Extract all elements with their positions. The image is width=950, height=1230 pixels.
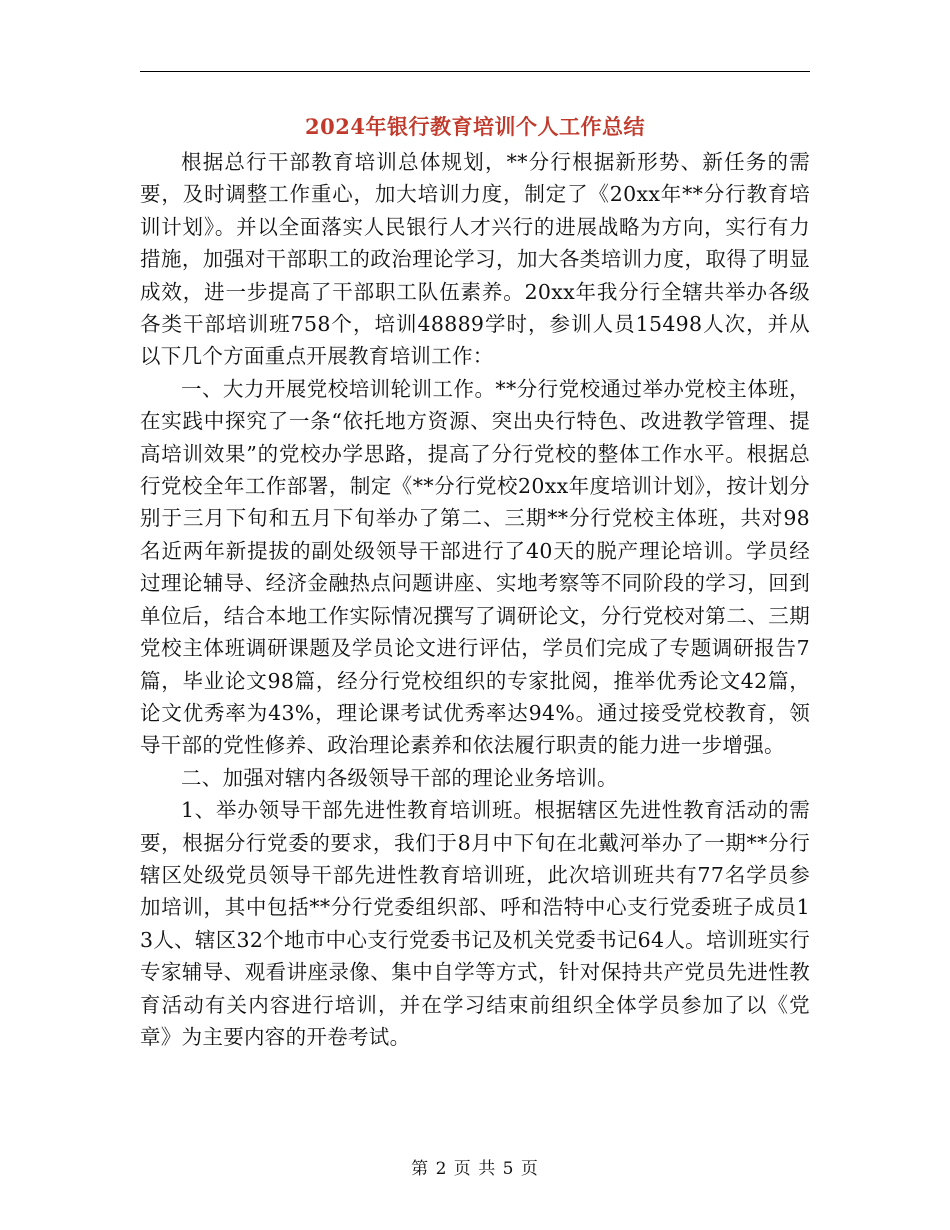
- paragraph-intro: 根据总行干部教育培训总体规划，**分行根据新形势、新任务的需要，及时调整工作重心，加大培训力度，制定了《20xx年**分行教育培训计划》。并以全面落实人民银行人才兴行的进展战略为方向，实行有力措施，加强对干部职工的政治理论学习，加大各类培训力度，取得了明显成效，进一步提高了干部职工队伍素养。20xx年我分行全辖共举办各级各类干部培训班758个，培训48889学时，参训人员15498人次，并从以下几个方面重点开展教育培训工作：: [140, 150, 810, 369]
- paragraph-section-2-heading: 二、加强对辖内各级领导干部的理论业务培训。: [181, 765, 618, 790]
- paragraph-section-1: 一、大力开展党校培训轮训工作。**分行党校通过举办党校主体班，在实践中探究了一条“依托地方资源、突出央行特色、改进教学管理、提高培训效果”的党校办学思路，提高了分行党校的整体工作水平。根据总行党校全年工作部署，制定《**分行党校20xx年度培训计划》，按计划分别于三月下旬和五月下旬举办了第二、三期**分行党校主体班，共对98名近两年新提拔的副处级领导干部进行了40天的脱产理论培训。学员经过理论辅导、经济金融热点问题讲座、实地考察等不同阶段的学习，回到单位后，结合本地工作实际情况撰写了调研论文，分行党校对第二、三期党校主体班调研课题及学员论文进行评估，学员们完成了专题调研报告7篇，毕业论文98篇，经分行党校组织的专家批阅，推举优秀论文42篇，论文优秀率为43%，理论课考试优秀率达94%。通过接受党校教育，领导干部的党性修养、政治理论素养和依法履行职责的能力进一步增强。: [140, 376, 810, 758]
- page-footer: 第 2 页 共 5 页: [411, 1159, 539, 1179]
- document-body: [140, 146, 810, 1053]
- paragraph-section-2-item-1: 1、举办领导干部先进性教育培训班。根据辖区先进性教育活动的需要，根据分行党委的要求，我们于8月中下旬在北戴河举办了一期**分行辖区处级党员领导干部先进性教育培训班，此次培训班共有77名学员参加培训，其中包括**分行党委组织部、呼和浩特中心支行党委班子成员13人、辖区32个地市中心支行党委书记及机关党委书记64人。培训班实行专家辅导、观看讲座录像、集中自学等方式，针对保持共产党员先进性教育活动有关内容进行培训，并在学习结束前组织全体学员参加了以《党章》为主要内容的开卷考试。: [140, 798, 810, 1049]
- header-rule: [140, 71, 810, 72]
- document-title: 2024年银行教育培训个人工作总结: [305, 114, 645, 139]
